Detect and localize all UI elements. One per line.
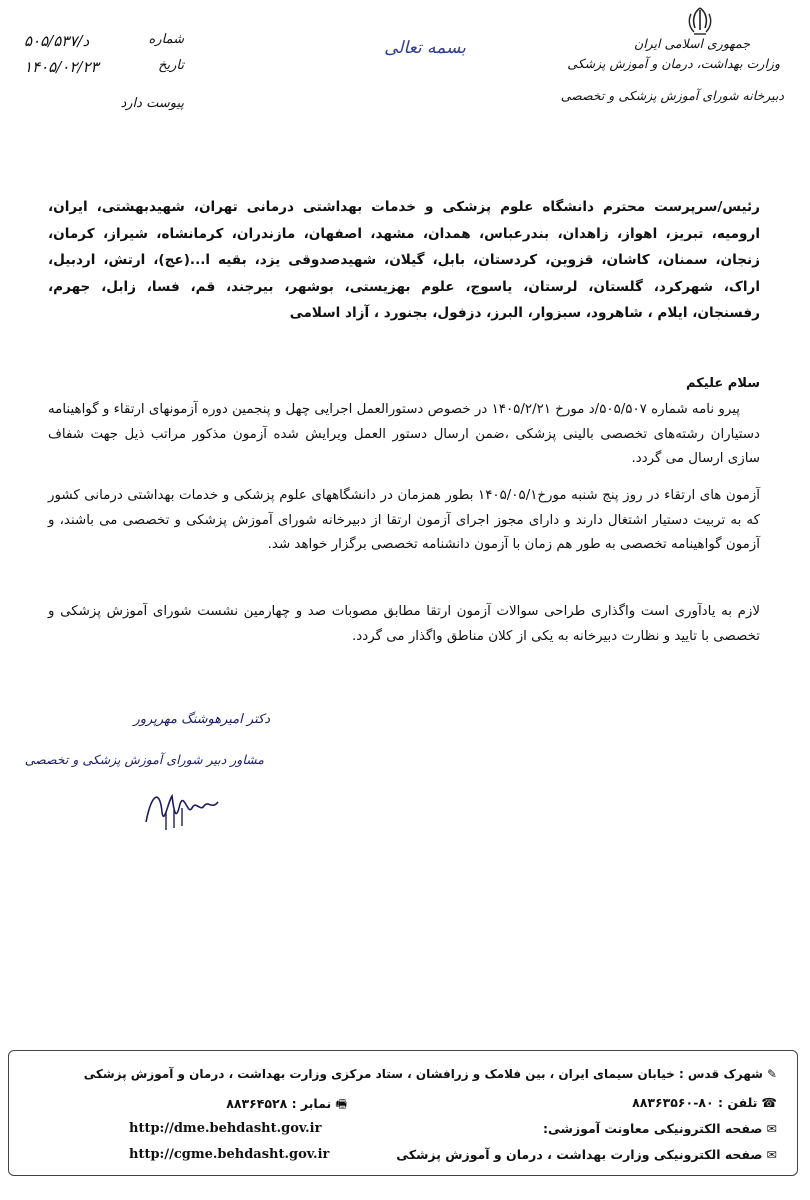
greeting: سلام علیکم xyxy=(686,376,760,391)
attachment-row xyxy=(24,96,184,118)
dme-label: صفحه الکترونیکی معاونت آموزشی: xyxy=(543,1121,763,1136)
ministry-name-line: وزارت بهداشت، درمان و آموزش پزشکی xyxy=(567,56,780,71)
secretariat-line: دبیرخانه شورای آموزش پزشکی و تخصصی xyxy=(560,88,784,103)
envelope-icon: ✉ xyxy=(766,1121,777,1136)
phone-text: تلفن : ۸۰-۸۸۳۶۳۵۶۰ xyxy=(632,1095,758,1110)
letter-number-row xyxy=(24,32,184,54)
footer-phone xyxy=(632,1095,777,1110)
fax-text: نمابر : ۸۸۳۶۴۵۲۸ xyxy=(226,1096,332,1111)
cgme-label: صفحه الکترونیکی وزارت بهداشت ، درمان و آموزش پزشکی xyxy=(396,1147,763,1162)
letter-number-label: شماره xyxy=(148,32,184,47)
recipients-block: رئیس/سرپرست محترم دانشگاه علوم پزشکی و خدمات بهداشتی درمانی تهران، شهیدبهشتی، ایران، ارومیه، تبریز، اهواز، زاهدان، بندرعباس، همدان، مشهد، اصفهان، مازندران، کرمانشاه، شیراز، کرمان، زنجان، سمنان، کاشان، قزوین، کردستان، بابل، گیلان، شهیدصدوقی یزد، بقیه ا...(عج)، ارتش، اردبیل، اراک، شهرکرد، گلستان، لرستان، یاسوج، علوم بهزیستی، بوشهر، بیرجند، قم، فسا، زابل، جهرم، رفسنجان، ایلام ، شاهرود، سبزوار، البرز، دزفول، بجنورد ، آزاد اسلامی xyxy=(48,199,760,321)
handwritten-signature xyxy=(142,782,222,832)
signatory-name: دکتر امیرهوشنگ مهرپرور xyxy=(133,712,270,727)
address-text: شهرک قدس : خیابان سیمای ایران ، بین فلامک و زرافشان ، ستاد مرکزی وزارت بهداشت ، درمان و آموزش پزشکی xyxy=(83,1067,763,1081)
cgme-website-link[interactable]: http://cgme.behdasht.gov.ir xyxy=(129,1147,330,1162)
basmala: بسمه تعالی xyxy=(384,38,466,58)
ministry-country-line: جمهوری اسلامی ایران xyxy=(634,36,750,51)
signatory-title: مشاور دبیر شورای آموزش پزشکی و تخصصی xyxy=(24,752,264,767)
paragraph-2: آزمون های ارتقاء در روز پنج شنبه مورخ۱۴۰۵/۰۵/۱ بطور همزمان در دانشگاههای علوم پزشکی و خدمات بهداشتی درمانی کشور که به تربیت دستیار اشتغال دارند و دارای مجوز اجرای آزمون ارتقا از دبیرخانه شورای آموزش پزشکی و تخصصی می باشند، و آزمون گواهینامه تخصصی به طور هم زمان با آزمون دانشنامه تخصصی برگزار خواهد شد. xyxy=(48,488,761,552)
phone-icon: ☎ xyxy=(761,1095,777,1110)
dme-website-link[interactable]: http://dme.behdasht.gov.ir xyxy=(129,1121,322,1136)
letter-date-value: ۱۴۰۵/۰۲/۲۳ xyxy=(24,58,99,76)
letter-date-row xyxy=(24,58,184,80)
letter-date-label: تاریخ xyxy=(158,58,184,73)
footer-cgme xyxy=(396,1147,777,1162)
letter-number-value: د/۵۰۵/۵۳۷ xyxy=(24,32,90,50)
pen-icon: ✎ xyxy=(766,1067,777,1081)
envelope-icon: ✉ xyxy=(766,1147,777,1162)
paragraph-3: لازم به یادآوری است واگذاری طراحی سوالات آزمون ارتقا مطابق مصوبات صد و چهارمین نشست شورای آموزش پزشکی و تخصصی با تایید و نظارت دبیرخانه به یکی از کلان مناطق واگذار می گردد. xyxy=(48,604,760,644)
footer-fax xyxy=(226,1095,347,1116)
paragraph-1: پیرو نامه شماره ۵۰۵/۵۰۷/د مورخ ۱۴۰۵/۲/۲۱ در خصوص دستورالعمل اجرایی چهل و پنجمین دوره آزمونهای ارتقاء و گواهینامه دستیاران رشته‌های تخصصی بالینی پزشکی ،ضمن ارسال دستور العمل ویرایش شده آزمون مذکور مراتب ذیل جهت شفاف سازی ارسال می گردد. xyxy=(48,402,760,466)
signature-block xyxy=(24,712,270,832)
attachment-label: پیوست دارد xyxy=(120,96,184,111)
iran-emblem-icon xyxy=(680,4,720,40)
letter-footer xyxy=(8,1050,798,1176)
footer-dme xyxy=(543,1121,777,1136)
fax-icon: 🖷 xyxy=(335,1096,347,1111)
footer-address xyxy=(84,1067,777,1081)
